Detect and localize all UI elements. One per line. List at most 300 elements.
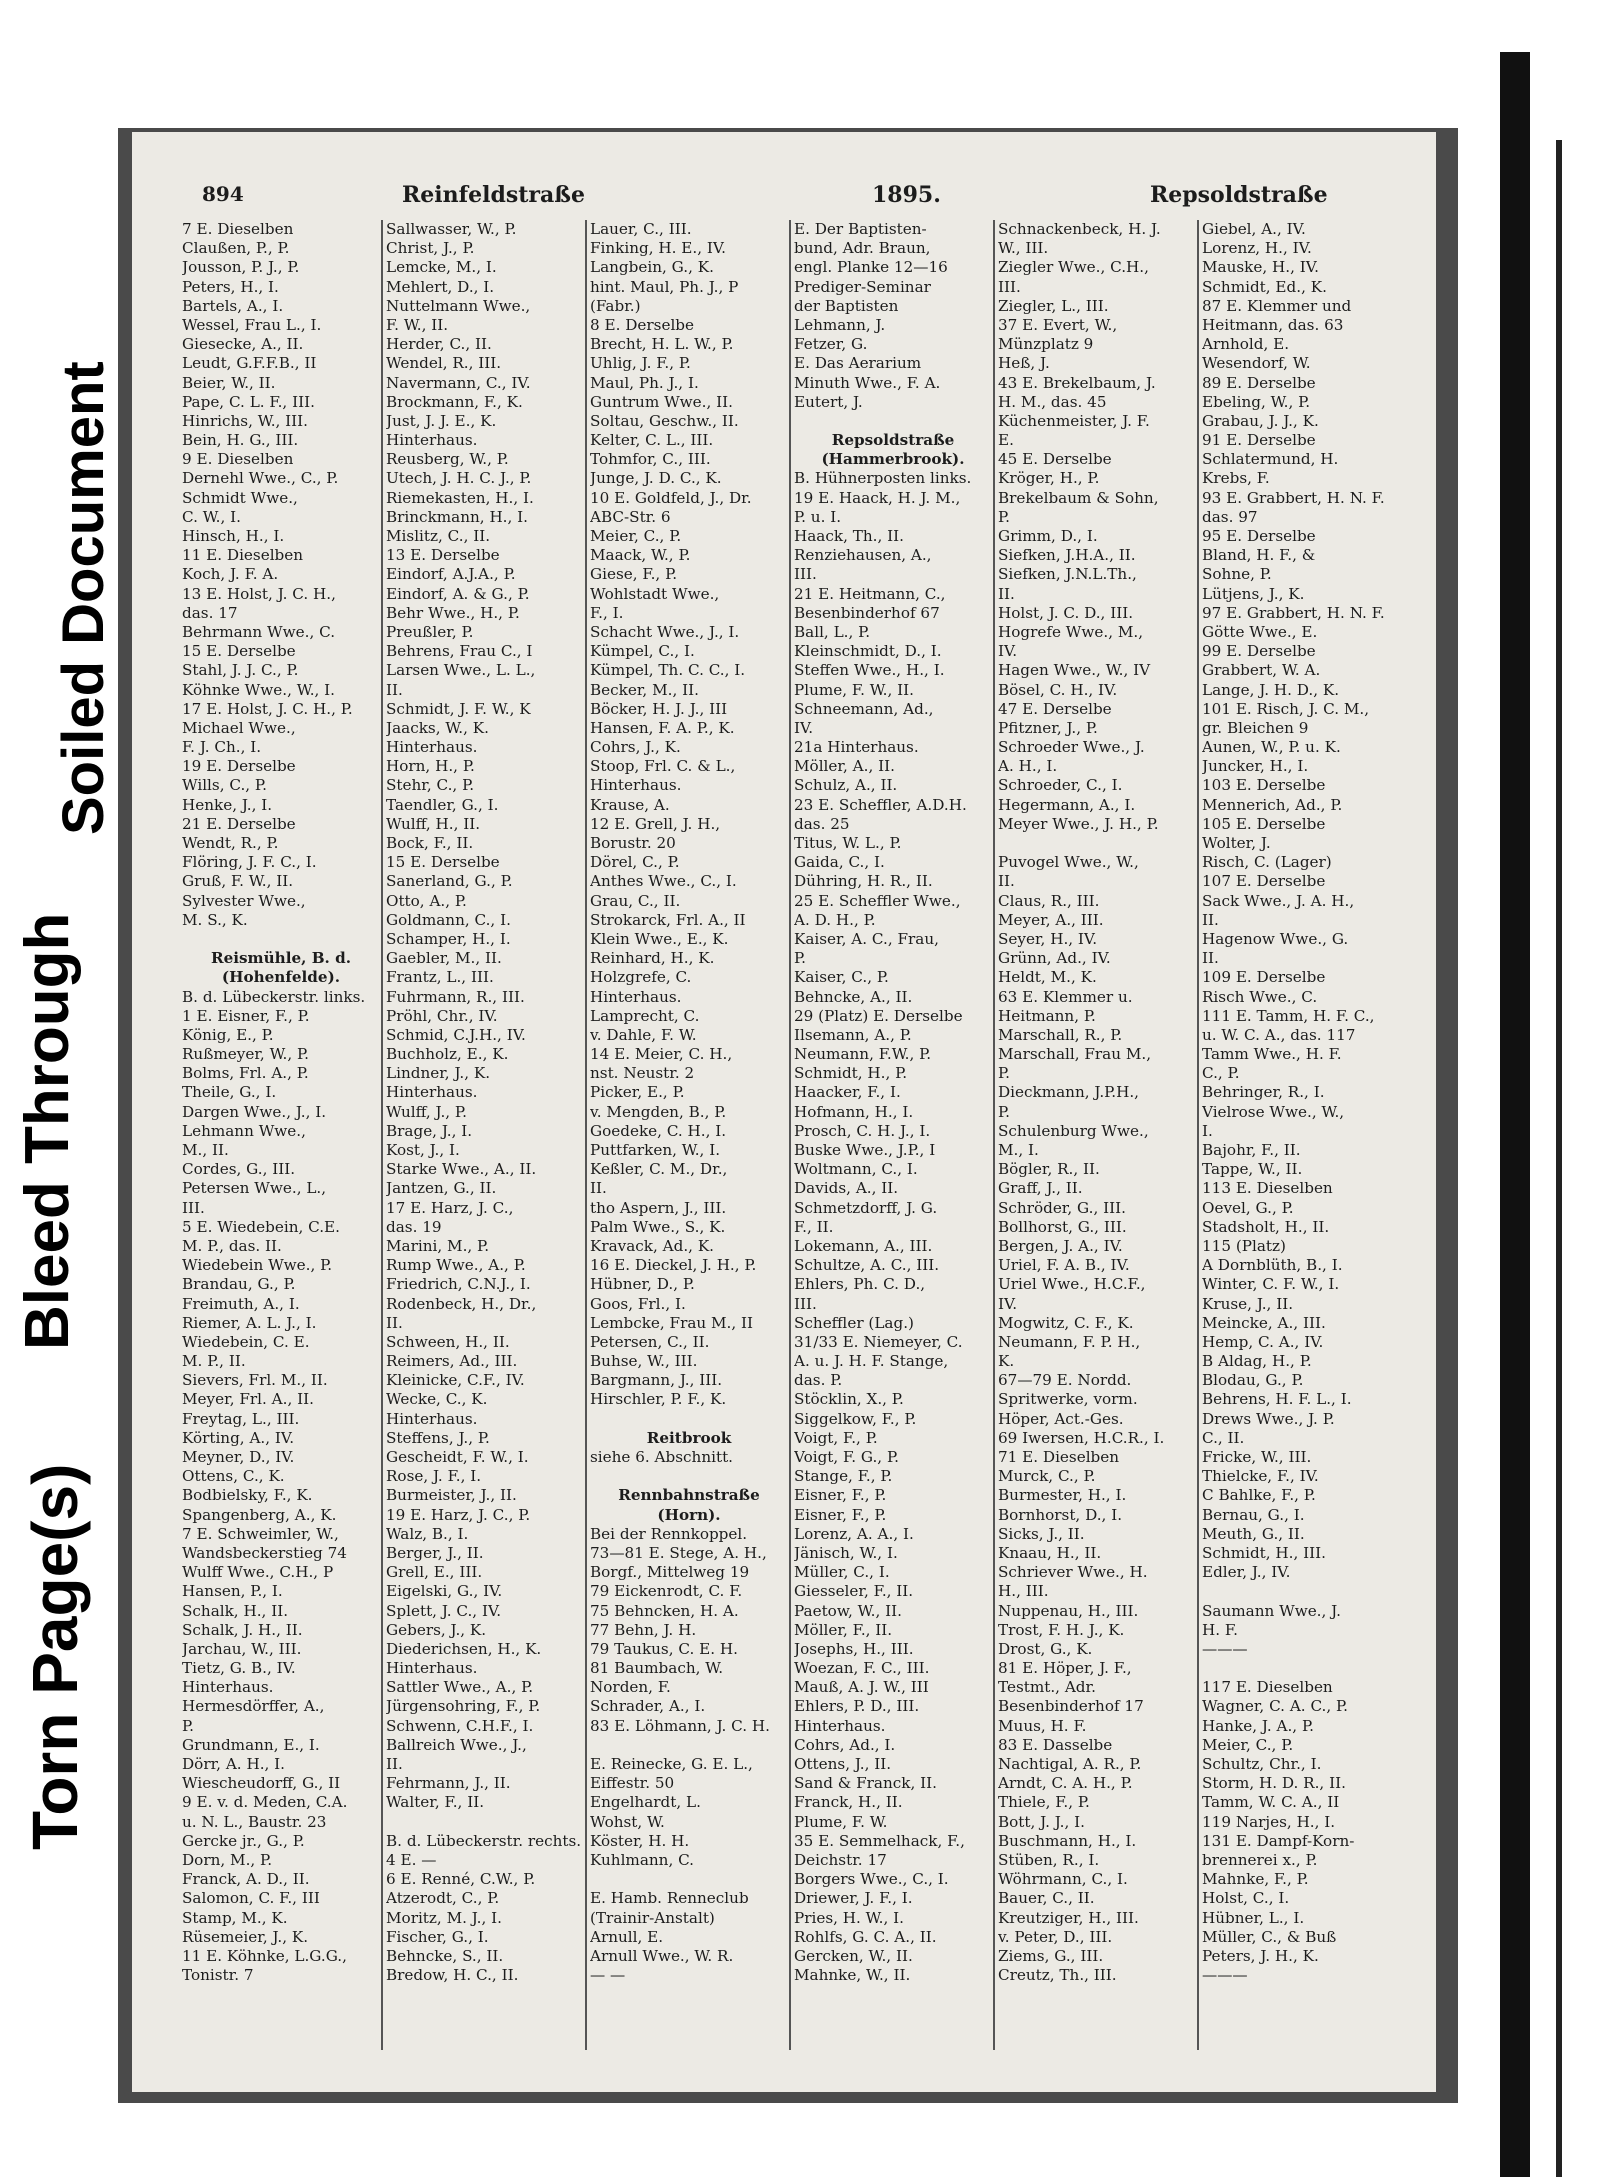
directory-entry: brennerei x., P. <box>1202 1850 1318 1869</box>
directory-entry: A. u. J. H. F. Stange, <box>794 1352 949 1371</box>
directory-entry: tho Aspern, J., III. <box>590 1198 727 1217</box>
directory-entry: (Hohenfelde). <box>221 968 341 987</box>
directory-entry: Drews Wwe., J. P. <box>1202 1409 1335 1428</box>
directory-entry: Tamm, W. C. A., II <box>1202 1793 1340 1812</box>
directory-entry: Haack, Th., II. <box>794 527 904 545</box>
directory-entry: Hogrefe Wwe., M., <box>998 622 1144 641</box>
directory-entry: 77 Behn, J. H. <box>590 1620 697 1639</box>
directory-entry: Brekelbaum & Sohn, <box>998 488 1159 507</box>
directory-entry: 17 E. Holst, J. C. H., P. <box>182 699 353 718</box>
directory-entry: Hinterhaus. <box>590 987 682 1006</box>
directory-entry: Arnhold, E. <box>1202 335 1290 354</box>
directory-entry: (Hammerbrook). <box>821 450 965 469</box>
directory-entry: Hinterhaus. <box>386 1409 478 1428</box>
directory-entry: Wendt, R., P. <box>182 834 279 852</box>
directory-entry: M., II. <box>182 1141 229 1159</box>
directory-entry: P. <box>998 1102 1010 1121</box>
directory-entry: W., III. <box>998 239 1049 258</box>
directory-entry: Saumann Wwe., J. <box>1202 1601 1341 1620</box>
directory-entry: Schultze, A. C., III. <box>794 1256 940 1275</box>
directory-entry: 97 E. Grabbert, H. N. F. <box>1202 603 1385 622</box>
directory-entry: Bott, J. J., I. <box>998 1812 1085 1831</box>
directory-entry: Prosch, C. H. J., I. <box>794 1121 931 1140</box>
directory-entry: 11 E. Köhnke, L.G.G., <box>182 1946 347 1965</box>
directory-entry: Gaida, C., I. <box>794 853 885 872</box>
directory-entry: Petersen Wwe., L., <box>182 1179 327 1198</box>
directory-entry: Schmidt, H., III. <box>1202 1543 1326 1562</box>
directory-entry: Eigelski, G., IV. <box>386 1582 503 1601</box>
directory-entry: 21 E. Derselbe <box>182 814 296 833</box>
directory-entry: H. F. <box>1202 1620 1238 1639</box>
directory-entry: Bargmann, J., III. <box>590 1371 723 1390</box>
directory-entry: 95 E. Derselbe <box>1202 527 1316 545</box>
directory-entry: 14 E. Meier, C. H., <box>590 1045 733 1064</box>
directory-entry: 43 E. Brekelbaum, J. <box>998 373 1156 392</box>
directory-entry: siehe 6. Abschnitt. <box>590 1448 733 1466</box>
directory-entry: Ebeling, W., P. <box>1202 392 1311 411</box>
directory-entry: Lokemann, A., III. <box>794 1236 933 1255</box>
directory-entry: Plume, F. W., II. <box>794 680 914 699</box>
directory-entry: Hinterhaus. <box>386 1659 478 1678</box>
directory-entry: Schalk, H., II. <box>182 1601 289 1620</box>
directory-entry: v. Mengden, B., P. <box>590 1102 727 1121</box>
directory-entry: Freimuth, A., I. <box>182 1294 300 1313</box>
directory-entry: Dorn, M., P. <box>182 1850 273 1869</box>
directory-entry: das. 97 <box>1202 507 1258 526</box>
directory-entry: Hemp, C. A., IV. <box>1202 1332 1324 1351</box>
directory-entry: Franck, H., II. <box>794 1793 903 1812</box>
directory-entry: 13 E. Derselbe <box>386 546 500 565</box>
directory-entry: 83 E. Dasselbe <box>998 1735 1113 1754</box>
directory-entry: Arnull Wwe., W. R. <box>590 1946 734 1965</box>
directory-entry: Guntrum Wwe., II. <box>590 392 733 411</box>
directory-entry: Böcker, H. J. J., III <box>590 699 728 718</box>
directory-entry: IV. <box>998 1294 1018 1313</box>
directory-entry: Paetow, W., II. <box>794 1601 902 1620</box>
directory-entry: Friedrich, C.N.J., I. <box>386 1275 531 1294</box>
directory-entry: Maul, Ph. J., I. <box>590 373 699 392</box>
directory-entry: Bollhorst, G., III. <box>998 1217 1127 1236</box>
right-street-heading: Repsoldstraße <box>1150 182 1328 208</box>
directory-entry: 9 E. v. d. Meden, C.A. <box>182 1793 348 1812</box>
directory-entry: Marschall, Frau M., <box>998 1045 1152 1064</box>
directory-entry: 105 E. Derselbe <box>1202 814 1326 833</box>
directory-entry: Wulff, J., P. <box>386 1102 467 1121</box>
directory-entry: II. <box>386 680 403 699</box>
directory-entry: Jürgensohring, F., P. <box>386 1697 541 1716</box>
directory-entry: Stöcklin, X., P. <box>794 1390 904 1409</box>
directory-entry: Behr Wwe., H., P. <box>386 603 520 622</box>
directory-entry: Holst, C., I. <box>1202 1889 1290 1908</box>
directory-entry: Rohlfs, G. C. A., II. <box>794 1927 937 1946</box>
directory-entry: Pries, H. W., I. <box>794 1908 904 1927</box>
soiled-document-label: Soiled Document <box>51 361 116 835</box>
directory-entry: Dieckmann, J.P.H., <box>998 1083 1140 1102</box>
directory-entry: 89 E. Derselbe <box>1202 373 1316 392</box>
directory-entry: Schroeder Wwe., J. <box>998 738 1145 757</box>
directory-entry: 71 E. Dieselben <box>998 1448 1120 1466</box>
directory-entry: Besenbinderhof 67 <box>794 603 940 622</box>
directory-entry: Hansen, F. A. P., K. <box>590 718 735 737</box>
column-separator <box>585 220 587 2050</box>
directory-entry: Josephs, H., III. <box>794 1639 914 1658</box>
directory-entry: Meyner, D., IV. <box>182 1448 295 1466</box>
column-separator <box>993 220 995 2050</box>
directory-entry: 7 E. Schweimler, W., <box>182 1524 339 1543</box>
directory-entry: Schröder, G., III. <box>998 1198 1126 1217</box>
directory-entry: Rüsemeier, J., K. <box>182 1927 309 1946</box>
directory-entry: das. 25 <box>794 814 850 833</box>
directory-entry: Trost, F. H. J., K. <box>998 1620 1125 1639</box>
directory-entry: Frantz, L., III. <box>386 968 494 987</box>
directory-entry: Bodbielsky, F., K. <box>182 1486 313 1505</box>
directory-entry: Höper, Act.-Ges. <box>998 1409 1124 1428</box>
directory-entry: Schroeder, C., I. <box>998 776 1123 795</box>
directory-entry: 25 E. Scheffler Wwe., <box>794 891 961 910</box>
directory-entry: Vielrose Wwe., W., <box>1202 1102 1345 1121</box>
directory-entry: Lorenz, A. A., I. <box>794 1524 914 1543</box>
directory-entry: Jaacks, W., K. <box>386 718 489 737</box>
directory-entry: König, E., P. <box>182 1025 274 1044</box>
directory-entry: Henke, J., I. <box>182 795 273 814</box>
directory-entry: Marini, M., P. <box>386 1236 490 1255</box>
directory-entry: Reusberg, W., P. <box>386 450 509 469</box>
directory-entry: E. <box>998 431 1014 450</box>
directory-entry: Burmeister, J., II. <box>386 1486 517 1505</box>
directory-entry: Jarchau, W., III. <box>182 1639 302 1658</box>
directory-entry: Scheffler (Lag.) <box>794 1313 914 1332</box>
directory-entry: Kleinicke, C.F., IV. <box>386 1371 525 1390</box>
year-heading: 1895. <box>872 182 941 208</box>
directory-entry: Risch, C. (Lager) <box>1202 853 1332 872</box>
directory-entry: Arndt, C. A. H., P. <box>998 1774 1133 1793</box>
directory-entry: Renziehausen, A., <box>794 546 932 565</box>
directory-entry: das. P. <box>794 1371 843 1390</box>
directory-entry: Voigt, F. G., P. <box>794 1448 899 1466</box>
directory-entry: der Baptisten <box>794 296 899 315</box>
directory-entry: Otto, A., P. <box>386 891 467 910</box>
directory-entry: Hinterhaus. <box>590 776 682 795</box>
directory-entry: engl. Planke 12—16 <box>794 258 948 277</box>
directory-entry: Behncke, A., II. <box>794 987 913 1006</box>
directory-column-6 <box>1202 220 1402 2050</box>
directory-entry: Körting, A., IV. <box>182 1428 295 1447</box>
directory-entry: 73—81 E. Stege, A. H., <box>590 1543 767 1562</box>
directory-entry: Holzgrefe, C. <box>590 968 692 987</box>
directory-entry: Thiele, F., P. <box>998 1793 1090 1812</box>
directory-entry: Meier, C., P. <box>1202 1735 1294 1754</box>
directory-entry: Berger, J., II. <box>386 1543 484 1562</box>
directory-entry: Wagner, C. A. C., P. <box>1202 1697 1348 1716</box>
directory-entry: Seyer, H., IV. <box>998 929 1098 948</box>
directory-entry: Maack, W., P. <box>590 546 691 565</box>
directory-entry: Bernau, G., I. <box>1202 1505 1305 1524</box>
directory-entry: Schmid, C.J.H., IV. <box>386 1025 526 1044</box>
directory-entry: 87 E. Klemmer und <box>1202 296 1352 315</box>
directory-entry: Lembcke, Frau M., II <box>590 1313 754 1332</box>
directory-entry: Cohrs, J., K. <box>590 738 681 757</box>
directory-entry: Gruß, F. W., II. <box>182 872 294 891</box>
directory-entry: III. <box>794 1294 817 1313</box>
directory-entry: Heitmann, das. 63 <box>1202 315 1344 334</box>
directory-entry: Giesecke, A., II. <box>182 335 304 354</box>
directory-entry: Meyer, A., III. <box>998 910 1104 929</box>
directory-entry: Gescheidt, F. W., I. <box>386 1448 529 1466</box>
directory-entry: u. W. C. A., das. 117 <box>1202 1025 1356 1044</box>
directory-entry: Salomon, C. F., III <box>182 1889 320 1908</box>
directory-entry: v. Peter, D., III. <box>998 1927 1113 1946</box>
directory-entry: Fehrmann, J., II. <box>386 1774 511 1793</box>
directory-entry: Besenbinderhof 17 <box>998 1697 1144 1716</box>
directory-entry: 8 E. Derselbe <box>590 315 695 334</box>
column-separator <box>789 220 791 2050</box>
directory-entry: Claus, R., III. <box>998 891 1100 910</box>
directory-entry: Buschmann, H., I. <box>998 1831 1137 1850</box>
directory-entry: Behncke, S., II. <box>386 1946 504 1965</box>
directory-entry: Wulff, H., II. <box>386 814 481 833</box>
directory-entry: Stehr, C., P. <box>386 776 475 795</box>
directory-entry: Wiescheudorff, G., II <box>182 1774 341 1793</box>
directory-entry: Uhlig, J. F., P. <box>590 354 691 373</box>
directory-entry: Kravack, Ad., K. <box>590 1236 715 1255</box>
directory-entry: Goedeke, C. H., I. <box>590 1121 727 1140</box>
directory-entry: C. W., I. <box>182 507 241 526</box>
directory-entry: Klein Wwe., E., K. <box>590 929 729 948</box>
directory-entry: Meyer, Frl. A., II. <box>182 1390 314 1409</box>
directory-entry: 103 E. Derselbe <box>1202 776 1326 795</box>
directory-entry: Ziegler Wwe., C.H., <box>998 258 1149 277</box>
directory-entry: Holst, J. C. D., III. <box>998 603 1134 622</box>
directory-entry: Gercke jr., G., P. <box>182 1831 305 1850</box>
directory-entry: Brecht, H. L. W., P. <box>590 335 734 354</box>
directory-entry: Bornhorst, D., I. <box>998 1505 1123 1524</box>
directory-entry: Preußler, P. <box>386 622 474 641</box>
directory-entry: Schmetzdorff, J. G. <box>794 1198 938 1217</box>
directory-entry: 11 E. Dieselben <box>182 546 304 565</box>
directory-entry: III. <box>182 1198 205 1217</box>
directory-entry: Bolms, Frl. A., P. <box>182 1064 309 1083</box>
directory-entry: Eindorf, A. & G., P. <box>386 584 530 603</box>
directory-entry: Hermesdörffer, A., <box>182 1697 325 1716</box>
directory-entry: Hinterhaus. <box>386 1083 478 1102</box>
directory-entry: Norden, F. <box>590 1678 671 1697</box>
directory-entry: Strokarck, Frl. A., II <box>590 910 746 929</box>
directory-entry: Picker, E., P. <box>590 1083 685 1102</box>
directory-entry: — — <box>590 1966 626 1985</box>
directory-entry: Behringer, R., I. <box>1202 1083 1325 1102</box>
directory-entry: 47 E. Derselbe <box>998 699 1112 718</box>
directory-column-1 <box>182 220 380 2050</box>
directory-entry: 67—79 E. Nordd. <box>998 1371 1132 1390</box>
directory-entry: Fetzer, G. <box>794 335 868 354</box>
directory-entry: Christ, J., P. <box>386 239 475 258</box>
directory-entry: ——— <box>1202 1966 1248 1985</box>
directory-entry: Beier, W., II. <box>182 373 276 392</box>
directory-entry: 79 Taukus, C. E. H. <box>590 1639 738 1658</box>
directory-entry: Behrens, Frau C., I <box>386 642 533 661</box>
directory-entry: 1 E. Eisner, F., P. <box>182 1006 310 1025</box>
directory-entry: Müller, C., I. <box>794 1563 890 1582</box>
directory-entry: Grünn, Ad., IV. <box>998 949 1111 968</box>
directory-entry: Goos, Frl., I. <box>590 1294 686 1313</box>
directory-entry: 131 E. Dampf-Korn- <box>1202 1831 1355 1850</box>
directory-entry: Fricke, W., III. <box>1202 1448 1312 1466</box>
directory-entry: Kruse, J., II. <box>1202 1294 1294 1313</box>
directory-entry: Tamm Wwe., H. F. <box>1202 1045 1342 1064</box>
directory-entry: 93 E. Grabbert, H. N. F. <box>1202 488 1385 507</box>
left-street-heading: Reinfeldstraße <box>402 182 585 208</box>
directory-entry: Eisner, F., P. <box>794 1486 887 1505</box>
directory-entry: 81 Baumbach, W. <box>590 1659 724 1678</box>
directory-entry: 10 E. Goldfeld, J., Dr. <box>590 488 752 507</box>
directory-entry: 37 E. Evert, W., <box>998 315 1118 334</box>
directory-entry: H. M., das. 45 <box>998 392 1107 411</box>
directory-entry: II. <box>386 1755 403 1773</box>
directory-entry: Just, J. J. E., K. <box>386 411 497 430</box>
directory-entry: Eutert, J. <box>794 392 863 411</box>
directory-entry: Moritz, M. J., I. <box>386 1908 502 1927</box>
directory-entry: C., II. <box>1202 1428 1245 1447</box>
directory-entry: 21 E. Heitmann, C., <box>794 584 946 603</box>
directory-entry: Uriel, F. A. B., IV. <box>998 1256 1130 1275</box>
directory-entry: Wecke, C., K. <box>386 1390 488 1409</box>
directory-entry: Spritwerke, vorm. <box>998 1390 1138 1409</box>
directory-entry: Giebel, A., IV. <box>1202 220 1306 238</box>
directory-entry: Muus, H. F. <box>998 1716 1087 1735</box>
directory-entry: Wessel, Frau L., I. <box>182 315 322 334</box>
directory-entry: Buchholz, E., K. <box>386 1045 509 1064</box>
directory-entry: E. Das Aerarium <box>794 354 922 373</box>
directory-entry: gr. Bleichen 9 <box>1202 718 1309 737</box>
directory-entry: Davids, A., II. <box>794 1179 899 1198</box>
directory-entry: B. d. Lübeckerstr. links. <box>182 987 366 1006</box>
directory-entry: Rußmeyer, W., P. <box>182 1045 309 1064</box>
directory-entry: Buske Wwe., J.P., I <box>794 1141 936 1159</box>
directory-entry: Stüben, R., I. <box>998 1850 1100 1869</box>
directory-entry: Kaiser, C., P. <box>794 968 889 987</box>
directory-entry: Gercken, W., II. <box>794 1946 913 1965</box>
directory-entry: Dargen Wwe., J., I. <box>182 1102 327 1121</box>
directory-entry <box>182 930 380 949</box>
directory-entry: Oevel, G., P. <box>1202 1198 1294 1217</box>
directory-entry: Mennerich, Ad., P. <box>1202 795 1343 814</box>
directory-entry: 17 E. Harz, J. C., <box>386 1198 514 1217</box>
directory-entry: Walz, B., I. <box>386 1524 469 1543</box>
directory-entry: 16 E. Dieckel, J. H., P. <box>590 1256 757 1275</box>
directory-entry: Rump Wwe., A., P. <box>386 1256 526 1275</box>
directory-entry: Hansen, P., I. <box>182 1582 283 1601</box>
directory-entry: Bajohr, F., II. <box>1202 1141 1301 1159</box>
directory-entry: Larsen Wwe., L. L., <box>386 661 536 680</box>
bleed-through-label: Bleed Through <box>13 912 82 1350</box>
directory-entry: Stange, F., P. <box>794 1467 893 1486</box>
directory-column-3 <box>590 220 788 2050</box>
directory-entry: Navermann, C., IV. <box>386 373 531 392</box>
directory-entry: Ehlers, P. D., III. <box>794 1697 920 1716</box>
directory-entry: 75 Behncken, H. A. <box>590 1601 739 1620</box>
directory-entry: Lehmann Wwe., <box>182 1121 306 1140</box>
directory-entry: II. <box>998 872 1015 891</box>
directory-entry: Reimers, Ad., III. <box>386 1352 518 1371</box>
directory-entry: Heß, J. <box>998 354 1050 373</box>
directory-entry: Titus, W. L., P. <box>794 834 902 852</box>
directory-entry: Goldmann, C., I. <box>386 910 511 929</box>
directory-entry: Sack Wwe., J. A. H., <box>1202 891 1355 910</box>
directory-entry: F., I. <box>590 603 624 622</box>
directory-entry: Wiedebein Wwe., P. <box>182 1256 333 1275</box>
directory-entry: Eisner, F., P. <box>794 1505 887 1524</box>
directory-entry: Finking, H. E., IV. <box>590 239 727 258</box>
directory-entry: Schulz, A., II. <box>794 776 898 795</box>
directory-entry: Schultz, Chr., I. <box>1202 1755 1322 1773</box>
directory-entry: Stoop, Frl. C. & L., <box>590 757 736 776</box>
directory-entry: Repsoldstraße <box>831 431 955 450</box>
directory-entry: Müller, C., & Buß <box>1202 1927 1337 1946</box>
directory-entry: Graff, J., II. <box>998 1179 1083 1198</box>
directory-entry: Minuth Wwe., F. A. <box>794 373 941 392</box>
directory-entry: hint. Maul, Ph. J., P <box>590 277 739 296</box>
directory-entry: Schmidt, J. F. W., K <box>386 699 531 718</box>
directory-entry: Hagen Wwe., W., IV <box>998 661 1151 680</box>
directory-entry: Bartels, A., I. <box>182 296 284 315</box>
directory-entry: Petersen, C., II. <box>590 1332 710 1351</box>
directory-entry: 23 E. Scheffler, A.D.H. <box>794 795 967 814</box>
directory-entry: Storm, H. D. R., II. <box>1202 1774 1346 1793</box>
directory-entry: Kost, J., I. <box>386 1141 460 1159</box>
directory-entry: Wolter, J. <box>1202 834 1271 852</box>
directory-entry: Schalk, J. H., II. <box>182 1620 303 1639</box>
directory-entry: 15 E. Derselbe <box>182 642 296 661</box>
page-number: 894 <box>202 182 244 206</box>
directory-entry: Küchenmeister, J. F. <box>998 411 1150 430</box>
directory-entry: Murck, C., P. <box>998 1467 1096 1486</box>
directory-entry: Steffens, J., P. <box>386 1428 490 1447</box>
directory-entry: Bland, H. F., & <box>1202 546 1316 565</box>
directory-entry: Rennbahnstraße <box>618 1486 760 1505</box>
directory-entry: III. <box>998 277 1021 296</box>
directory-entry: Horn, H., P. <box>386 757 475 776</box>
directory-entry: 115 (Platz) <box>1202 1236 1286 1255</box>
directory-entry: Lorenz, H., IV. <box>1202 239 1312 258</box>
directory-entry: Grimm, D., I. <box>998 527 1098 545</box>
directory-entry: Bösel, C. H., IV. <box>998 680 1118 699</box>
directory-entry: 109 E. Derselbe <box>1202 968 1326 987</box>
directory-entry: Jänisch, W., I. <box>794 1543 898 1562</box>
directory-entry: 7 E. Dieselben <box>182 220 294 238</box>
directory-entry: Ottens, J., II. <box>794 1755 892 1773</box>
directory-entry: Mogwitz, C. F., K. <box>998 1313 1134 1332</box>
directory-entry: Buhse, W., III. <box>590 1352 698 1371</box>
directory-entry: Becker, M., II. <box>590 680 699 699</box>
directory-entry: (Horn). <box>657 1505 721 1524</box>
directory-entry: Tappe, W., II. <box>1202 1160 1303 1179</box>
directory-entry: Dörr, A. H., I. <box>182 1755 286 1773</box>
directory-entry: Riemer, A. L. J., I. <box>182 1313 317 1332</box>
directory-entry: Theile, G., I. <box>182 1083 277 1102</box>
directory-entry <box>794 412 992 431</box>
directory-entry: 19 E. Haack, H. J. M., <box>794 488 961 507</box>
directory-entry: III. <box>794 565 817 584</box>
directory-entry: Mahnke, F., P. <box>1202 1870 1309 1889</box>
directory-entry: A. D. H., P. <box>794 910 876 929</box>
directory-entry: Borgers Wwe., C., I. <box>794 1870 949 1889</box>
directory-entry: 12 E. Grell, J. H., <box>590 814 721 833</box>
directory-entry: Woezan, F. C., III. <box>794 1659 930 1678</box>
directory-entry: 63 E. Klemmer u. <box>998 987 1133 1006</box>
directory-entry: Wandsbeckerstieg 74 <box>182 1543 347 1562</box>
directory-entry: 9 E. Dieselben <box>182 450 294 469</box>
directory-entry: P. <box>794 949 806 968</box>
